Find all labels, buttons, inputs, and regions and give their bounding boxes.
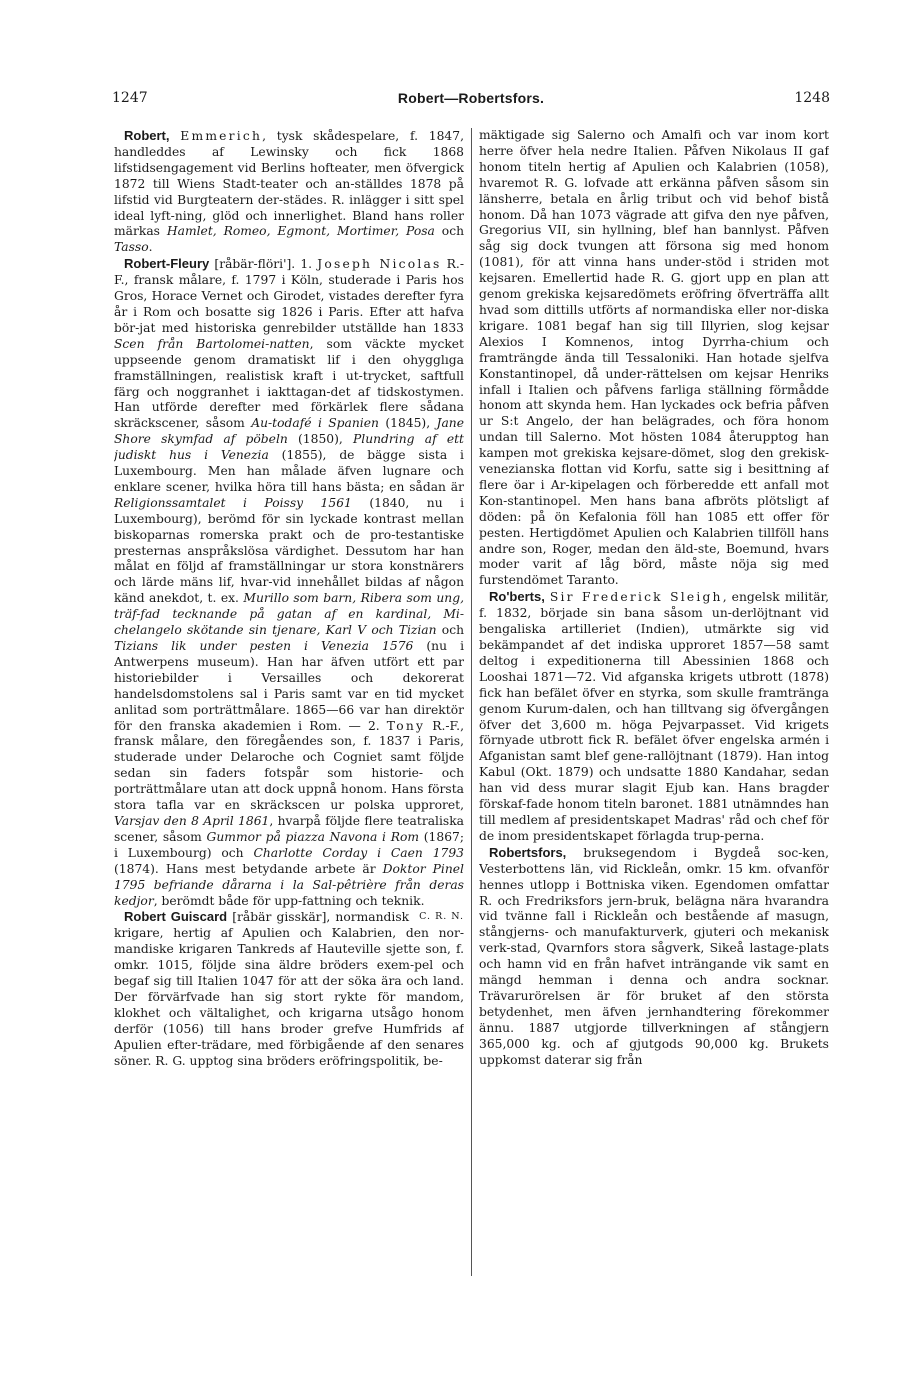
entry-text: , tysk skådespelare, f. 1847, handleddes af Lewinsky och fick 1868 lifstidsengagement vid Berlins hofteater, men öfvergick 1872 till Wiens Stadt-teater och an-ställdes 1878 på lifstid vid Burgteatern der-städes. R. inlägger i sitt spel ideal lyft-ning, glöd och innerlighet. Bland hans roller märkas xyxy=(114,129,464,239)
spaced-name: Tony xyxy=(386,718,426,733)
headword: Ro'berts, xyxy=(489,589,545,605)
column-divider xyxy=(471,128,472,1276)
running-title: Robert—Robertsfors. xyxy=(397,90,545,106)
entry-text: [råbär-flöri']. 1. xyxy=(209,257,318,272)
italic-text: Varsjav den 8 April 1861 xyxy=(114,813,270,828)
entry-text: och xyxy=(436,623,464,638)
italic-text: Murillo som barn, Ribera som ung, träf-fad tecknande på gatan af en kardinal, Mi-chelangelo skötande sin tjenare, Karl V och Tizian xyxy=(114,591,464,638)
entry-text: , som väckte mycket uppseende genom dramatiskt lif i den ohygglıga framställningen, realistisk kraft i ut-trycket, saftfull färg och noggranhet i iakttagan-det af tidskostymen. Han utförde derefter med förkärlek flere sådana skräckscener, såsom xyxy=(114,336,464,431)
italic-text: Gummor på piazza Navona i Rom xyxy=(206,829,420,844)
author-signature: C. R. N. xyxy=(419,911,464,923)
entry-text: bruksegendom i Bygdeå soc-ken, Vesterbottens län, vid Rickleån, omkr. 15 km. ofvanför hennes utlopp i Bottniska viken. Egendomen omfattar R. och Fredriksfors jern-bruk, belägna nära hvarandra vid tvänne fall i Rickleån och bestående af masugn, stångjerns- och manufakturverk, gjuteri och mekanisk verk-stad, Qvarnfors stora sågverk, Sikeå lastage-plats och hamn vid en från hafvet inträngande vik samt en mängd hemman i denna och andra socknar. Trävarurörelsen är för bruket af den största betydenhet, men äfven jernhandtering förekommer ännu. 1887 utgjorde tillverkningen af stångjern 365,000 kg. och af gjutgods 90,000 kg. Brukets uppkomst daterar sig från xyxy=(479,845,829,1067)
headword: Robert, xyxy=(124,128,170,143)
italic-text: Jane Shore skymfad af pöbeln xyxy=(114,416,464,447)
entry-text: (1845), xyxy=(378,416,437,431)
entry-text: (1840, nu i Luxembourg), berömd för sin lyckade kontrast mellan biskoparnas romerska prakt och de pro-testantiske presternas anspråkslösa värdighet. Dessutom har han målat en följd af framställningar ur stora konstnärers och lärde mäns lif, hvar-vid innehållet bildas af någon känd anekdot, t. ex. xyxy=(114,495,464,606)
italic-text: Hamlet, Romeo, Egmont, Mortimer, Posa xyxy=(166,224,435,239)
column-left xyxy=(114,128,464,1278)
entry-text: . xyxy=(148,240,153,255)
spaced-name: Sir Frederick Sleigh xyxy=(549,590,723,605)
entry-text: (nu i Antwerpens museum). Han har äfven utfört ett par historiebilder i Versailles och dekorerat handelsdomstolens sal i Paris samt var en tid mycket anlitad som porträttmålare. 1865—66 var han direktör för den franska akademien i Rom. — 2. xyxy=(114,639,464,733)
italic-text: Scen från Bartolomei-natten xyxy=(114,336,310,351)
page-number-left: 1247 xyxy=(112,90,148,106)
spaced-name: Emmerich xyxy=(180,129,263,143)
headword: Robert-Fleury xyxy=(124,256,210,272)
italic-text: Tizians lik under pesten i Venezia 1576 xyxy=(114,639,414,653)
entry-robertsfors xyxy=(479,845,829,1069)
entry-robert-guiscard xyxy=(114,909,464,1069)
headword: Robertsfors, xyxy=(489,844,567,860)
italic-text: Plundring af ett judiskt hus i Venezia xyxy=(114,432,464,463)
entry-text: (1867; i Luxembourg) och xyxy=(114,829,464,860)
spaced-name: Joseph Nicolas xyxy=(317,257,442,272)
italic-text: Religionssamtalet i Poissy 1561 xyxy=(114,495,352,510)
column-right xyxy=(479,128,829,1278)
entry-continuation: mäktigade sig Salerno och Amalfi och var inom kort herre öfver hela nedre Italien. Påfven Nikolaus II gaf honom titeln hertig af Apulien och Kalabrien (1058), hvaremot R. G. lofvade att erkänna påfven såsom sin länsherre, betala en årlig tribut och vid behof bistå honom. Då han 1073 vägrade att gifva den nye påfven, Gregorius VII, sin hyllning, blef han bannlyst. Påfven såg sig dock tvungen att försona sig med honom (1081), för att vinna hans under-stöd i striden mot kejsaren. Emellertid hade R. G. gjort upp en plan att genom grekiska kejsaredömets eröfring öfverträffa allt hvad som dittills utförts af normandiska eller nor-diska krigare. 1081 begaf han sig till Illyrien, slog kejsar Alexios I Komnenos, intog Dyrrha-chium och framträngde ända till Tessaloniki. Han hotade sjelfva Konstantinopel, då under-rättelsen om kejsar Henriks infall i Italien och påfvens farliga ställning förmådde honom att skynda hem. Han lyckades ock befria påfven ur S:t Angelo, der han belägrades, och föra honom undan till Salerno. Mot hösten 1084 återupptog han kampen mot grekiska kejsare-dömet, slog den grekisk-venezianska flottan vid Korfu, satte sig i besittning af flere öar i Ar-kipelagen och förberedde ett anfall mot Kon-stantinopel. Men hans bana afbröts plötsligt af döden: på ön Kefalonia föll han 1085 ett offer för pesten. Hertigdömet Apulien och Kalabrien tillföll hans andre son, Roger, medan den äld-ste, Boemund, hvars moder varit af låg börd, måste nöja sig med furstendömet Taranto. xyxy=(479,128,829,588)
entry-text: (1855), de bägge sista i Luxembourg. Men han målade äfven lugnare och enklare scener, hvilka höra till hans bästa; en sådan är xyxy=(114,448,464,494)
italic-text: Tasso xyxy=(114,240,149,255)
entry-text: och xyxy=(434,224,464,239)
italic-text: Doktor Pinel 1795 befriande dårarna i la Sal-pêtrière från deras kedjor xyxy=(114,861,464,908)
entry-text: , berömdt både för upp-fattning och teknik. xyxy=(153,893,425,908)
entry-text: (1850), xyxy=(287,432,354,447)
entry-text: , hvarpå följde flere teatraliska scener, såsom xyxy=(114,813,464,844)
entry-robert-emmerich xyxy=(114,128,464,256)
headword: Robert Guiscard xyxy=(124,909,228,925)
page-number-right: 1248 xyxy=(794,90,830,106)
italic-text: Au-todafé i Spanien xyxy=(251,416,379,431)
entry-text: R.-F., fransk målare, den föregåendes son, f. 1837 i Paris, studerade under Delaroche och Cogniet samt följde sedan sin faders fotspår som historie- och porträttmålare utan att dock uppnå honom. Hans första stora tafla var en skräckscen ur polska upproret, xyxy=(114,718,464,813)
entry-text: (1874). Hans mest betydande arbete är xyxy=(114,861,383,876)
entry-text: , engelsk militär, f. 1832, började sin bana såsom un-derlöjtnant vid bengaliska artilleriet (Indien), utmärkte sig vid bekämpandet af det indiska upproret 1857—58 samt deltog i expeditionerna till Abessinien 1868 och Looshai 1871—72. Vid afganska krigets utbrott (1878) fick han befälet öfver en styrka, som skulle framtränga genom Kurum-dalen, och han tilltvang sig öfvergången öfver det 3,600 m. höga Pejvarpasset. Vid krigets förnyade utbrott fick R. befälet öfver engelska armén i Afganistan samt blef gene-rallöjtnant (1879). Han intog Kabul (Okt. 1879) och undsatte 1880 Kandahar, sedan han vid dess murar slagit Ejub kan. Hans bragder förskaf-fade honom titeln baronet. 1881 utnämndes han till medlem af presidentskapet Madras' råd och chef för de inom presidentskapet förlagda trup-perna. xyxy=(479,590,829,843)
italic-text: Charlotte Corday i Caen 1793 xyxy=(253,845,464,860)
entry-text: R.-F., fransk målare, f. 1797 i Köln, studerade i Paris hos Gros, Horace Vernet och Girodet, vistades derefter fyra år i Rom och bosatte sig 1826 i Paris. Efter att hafva bör-jat med historiska genrebilder utställde han 1833 xyxy=(114,257,464,335)
entry-text: [råbär gisskär], normandisk krigare, hertig af Apulien och Kalabrien, den nor-mandiske krigaren Tankreds af Hauteville sjette son, f. omkr. 1015, följde sina äldre bröders exem-pel och begaf sig till Italien 1047 för att der söka ära och land. Der förvärfvade han sig stort rykte för mandom, klokhet och vältalighet, och krigarna utsågo honom derför (1056) till hans broder grefve Humfrids af Apulien efter-trädare, med förbigående af den senares söner. R. G. upptog sina bröders eröfringspolitik, be- xyxy=(114,910,464,1068)
entry-roberts xyxy=(479,589,829,845)
page-header xyxy=(112,90,830,112)
